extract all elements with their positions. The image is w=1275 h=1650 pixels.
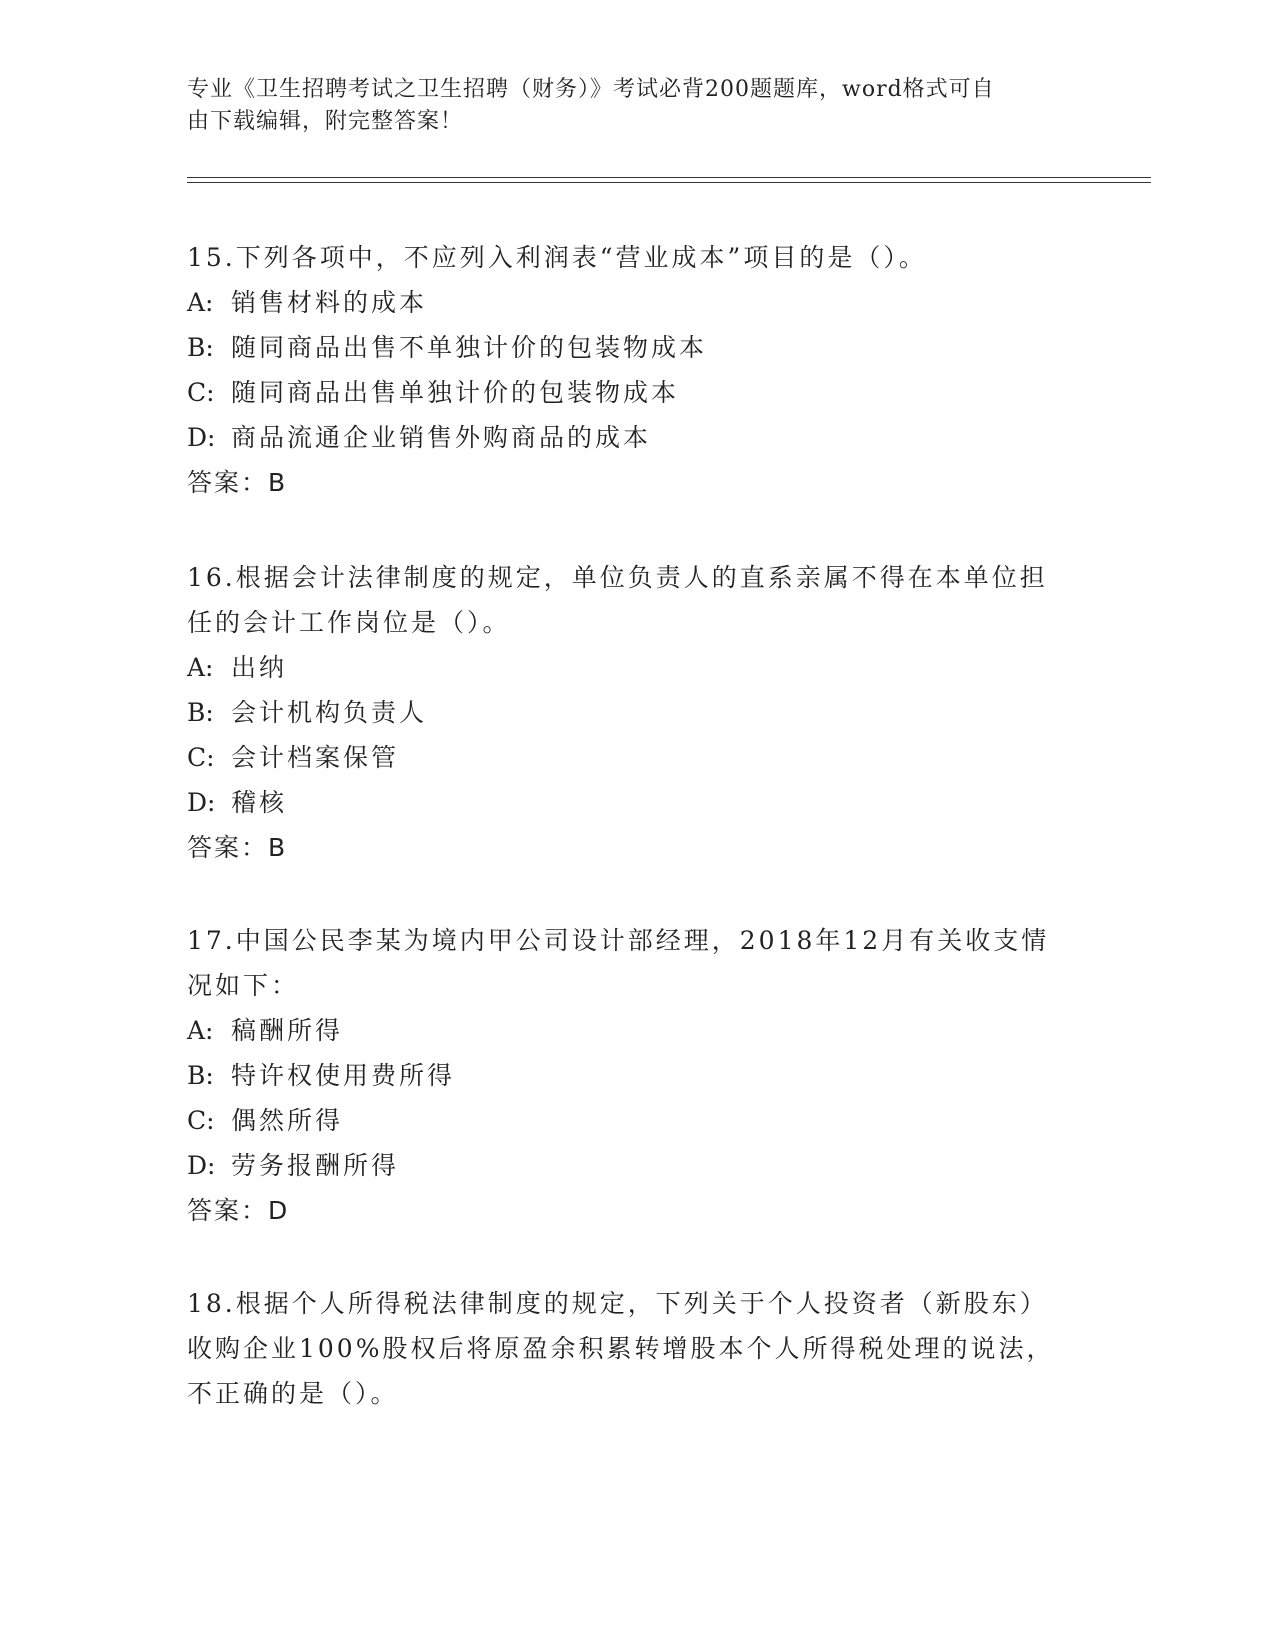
option-letter: C: — [187, 1106, 215, 1135]
question-stem-line-3: 不正确的是（）。 — [187, 1379, 399, 1408]
question-stem-line-2: 况如下： — [187, 971, 300, 1000]
option-text: 会计机构负责人 — [231, 698, 428, 727]
option-text: 出纳 — [231, 653, 288, 682]
option-text: 偶然所得 — [231, 1106, 344, 1135]
option-c — [187, 1098, 1077, 1143]
answer-line: 答案：D — [187, 1196, 290, 1225]
option-b — [187, 325, 1077, 370]
option-letter: D: — [187, 1151, 216, 1180]
option-b — [187, 1053, 1077, 1098]
question-16 — [187, 555, 1077, 870]
header-divider-bottom — [187, 182, 1151, 183]
header-line-1: 专业《卫生招聘考试之卫生招聘（财务）》考试必背200题题库，word格式可自 — [187, 77, 995, 102]
question-stem-line-1: 16.根据会计法律制度的规定，单位负责人的直系亲属不得在本单位担 — [187, 563, 1048, 592]
option-d — [187, 415, 1077, 460]
question-stem-line-2: 收购企业100%股权后将原盈余积累转增股本个人所得税处理的说法， — [187, 1334, 1055, 1363]
option-text: 劳务报酬所得 — [231, 1151, 400, 1180]
option-letter: A: — [187, 653, 214, 682]
option-a — [187, 1008, 1077, 1053]
option-letter: B: — [187, 1061, 214, 1090]
question-stem-line-1: 18.根据个人所得税法律制度的规定，下列关于个人投资者（新股东） — [187, 1289, 1048, 1318]
answer-line: 答案：B — [187, 833, 288, 862]
option-text: 稿酬所得 — [231, 1016, 344, 1045]
option-c — [187, 735, 1077, 780]
option-text: 会计档案保管 — [231, 743, 400, 772]
option-a — [187, 280, 1077, 325]
question-15 — [187, 235, 1077, 505]
option-text: 销售材料的成本 — [231, 288, 428, 317]
option-d — [187, 780, 1077, 825]
option-d — [187, 1143, 1077, 1188]
question-stem-line-1: 17.中国公民李某为境内甲公司设计部经理，2018年12月有关收支情 — [187, 926, 1050, 955]
document-header — [187, 74, 1067, 138]
option-letter: A: — [187, 1016, 214, 1045]
option-letter: B: — [187, 333, 214, 362]
question-18 — [187, 1281, 1077, 1416]
header-line-2: 由下载编辑，附完整答案！ — [187, 109, 464, 134]
option-c — [187, 370, 1077, 415]
option-text: 商品流通企业销售外购商品的成本 — [231, 423, 652, 452]
option-text: 随同商品出售不单独计价的包装物成本 — [231, 333, 708, 362]
option-a — [187, 645, 1077, 690]
option-text: 稽核 — [231, 788, 288, 817]
header-divider-top — [187, 177, 1151, 178]
option-text: 特许权使用费所得 — [231, 1061, 456, 1090]
option-letter: C: — [187, 743, 215, 772]
option-letter: D: — [187, 788, 216, 817]
option-letter: D: — [187, 423, 216, 452]
question-17 — [187, 918, 1077, 1233]
answer-line: 答案：B — [187, 468, 288, 497]
option-b — [187, 690, 1077, 735]
question-stem: 15.下列各项中，不应列入利润表“营业成本”项目的是（）。 — [187, 243, 927, 272]
option-letter: C: — [187, 378, 215, 407]
question-stem-line-2: 任的会计工作岗位是（）。 — [187, 608, 511, 637]
option-letter: A: — [187, 288, 214, 317]
option-text: 随同商品出售单独计价的包装物成本 — [231, 378, 680, 407]
option-letter: B: — [187, 698, 214, 727]
